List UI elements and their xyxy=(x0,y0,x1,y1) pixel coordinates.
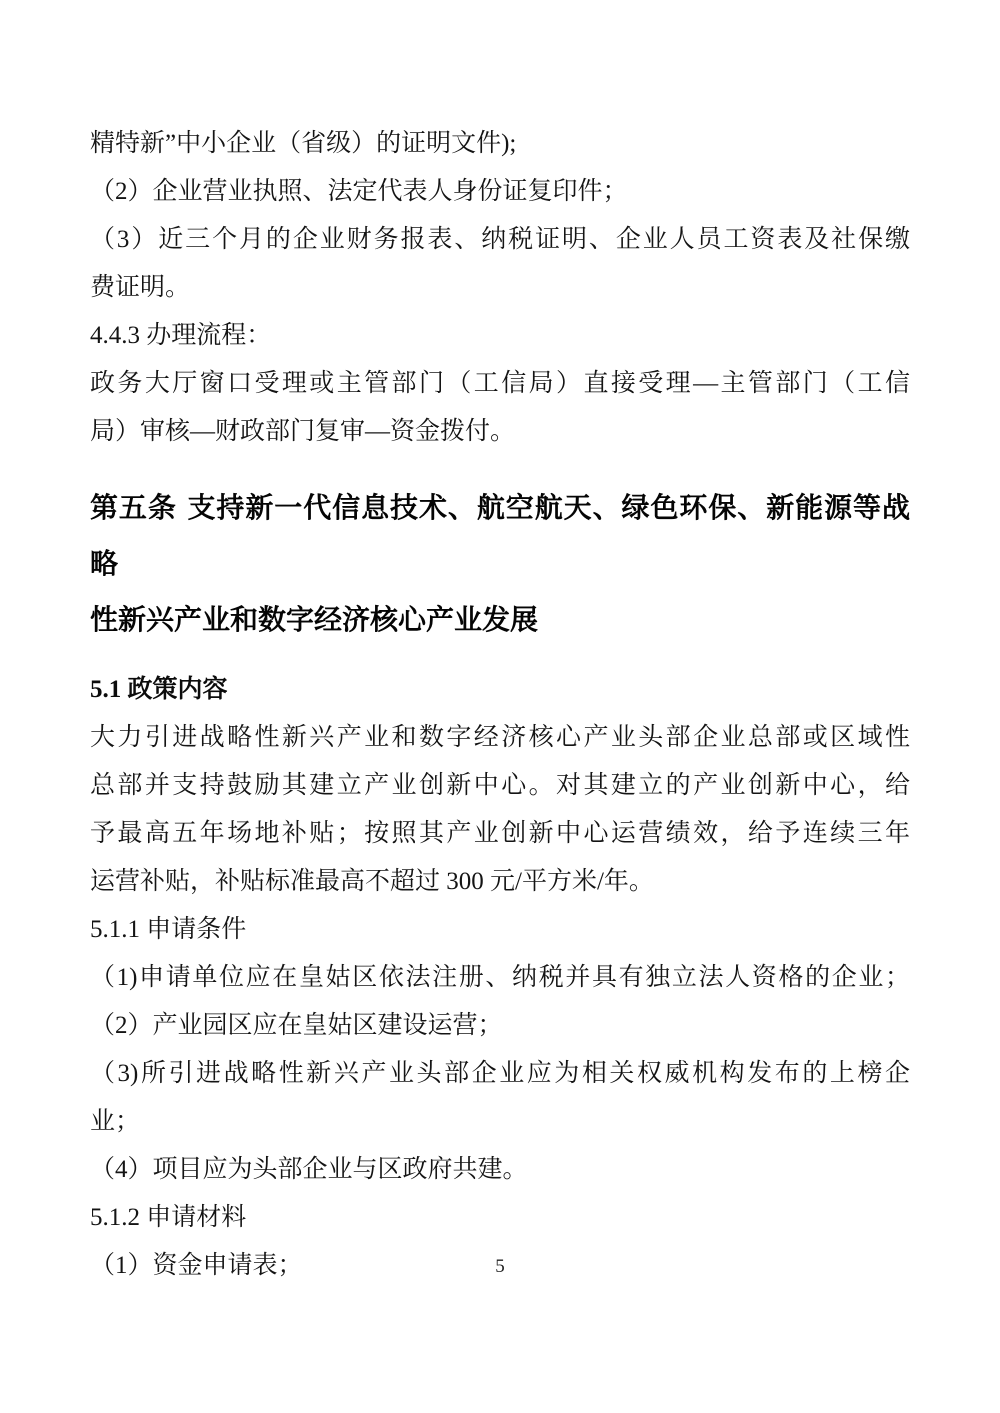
document-content xyxy=(90,120,910,1290)
page-footer xyxy=(0,1255,1000,1279)
process-flow-line-1: 政务大厅窗口受理或主管部门（工信局）直接受理—主管部门（工信 xyxy=(90,370,910,397)
condition-item-2: （2）产业园区应在皇姑区建设运营； xyxy=(90,1012,503,1039)
condition-item-3-line-1: （3)所引进战略性新兴产业头部企业应为相关权威机构发布的上榜企 xyxy=(90,1060,910,1087)
policy-paragraph-line-4: 运营补贴，补贴标准最高不超过 300 元/平方米/年。 xyxy=(90,868,654,895)
list-item-3-materials-line-1: （3）近三个月的企业财务报表、纳税证明、企业人员工资表及社保缴 xyxy=(90,226,910,253)
continued-sentence-line: 精特新”中小企业（省级）的证明文件); xyxy=(90,130,517,157)
article-5-heading-line-2: 性新兴产业和数字经济核心产业发展 xyxy=(90,603,539,636)
list-item-3-materials-line-2: 费证明。 xyxy=(90,274,191,301)
article-5-heading xyxy=(90,480,910,648)
policy-paragraph-line-3: 予最高五年场地补贴；按照其产业创新中心运营绩效，给予连续三年 xyxy=(90,820,910,847)
article-5-heading-line-1: 第五条 支持新一代信息技术、航空航天、绿色环保、新能源等战略 xyxy=(90,491,910,580)
section-5-1-2-heading: 5.1.2 申请材料 xyxy=(90,1204,247,1231)
condition-item-1: （1)申请单位应在皇姑区依法注册、纳税并具有独立法人资格的企业； xyxy=(90,964,910,991)
list-item-2-materials: （2）企业营业执照、法定代表人身份证复印件； xyxy=(90,178,628,205)
section-5-1-1-heading: 5.1.1 申请条件 xyxy=(90,916,247,943)
condition-item-4: （4）项目应为头部企业与区政府共建。 xyxy=(90,1156,528,1183)
section-5-1-heading: 5.1 政策内容 xyxy=(90,676,228,703)
process-flow-line-2: 局）审核—财政部门复审—资金拨付。 xyxy=(90,418,516,445)
material-item-1: （1）资金申请表； xyxy=(90,1252,303,1279)
page-number: 5 xyxy=(495,1256,505,1277)
policy-paragraph-line-2: 总部并支持鼓励其建立产业创新中心。对其建立的产业创新中心，给 xyxy=(90,772,910,799)
condition-item-3-line-2: 业； xyxy=(90,1108,141,1135)
policy-paragraph-line-1: 大力引进战略性新兴产业和数字经济核心产业头部企业总部或区域性 xyxy=(90,724,910,751)
section-4-4-3-heading: 4.4.3 办理流程： xyxy=(90,322,272,349)
